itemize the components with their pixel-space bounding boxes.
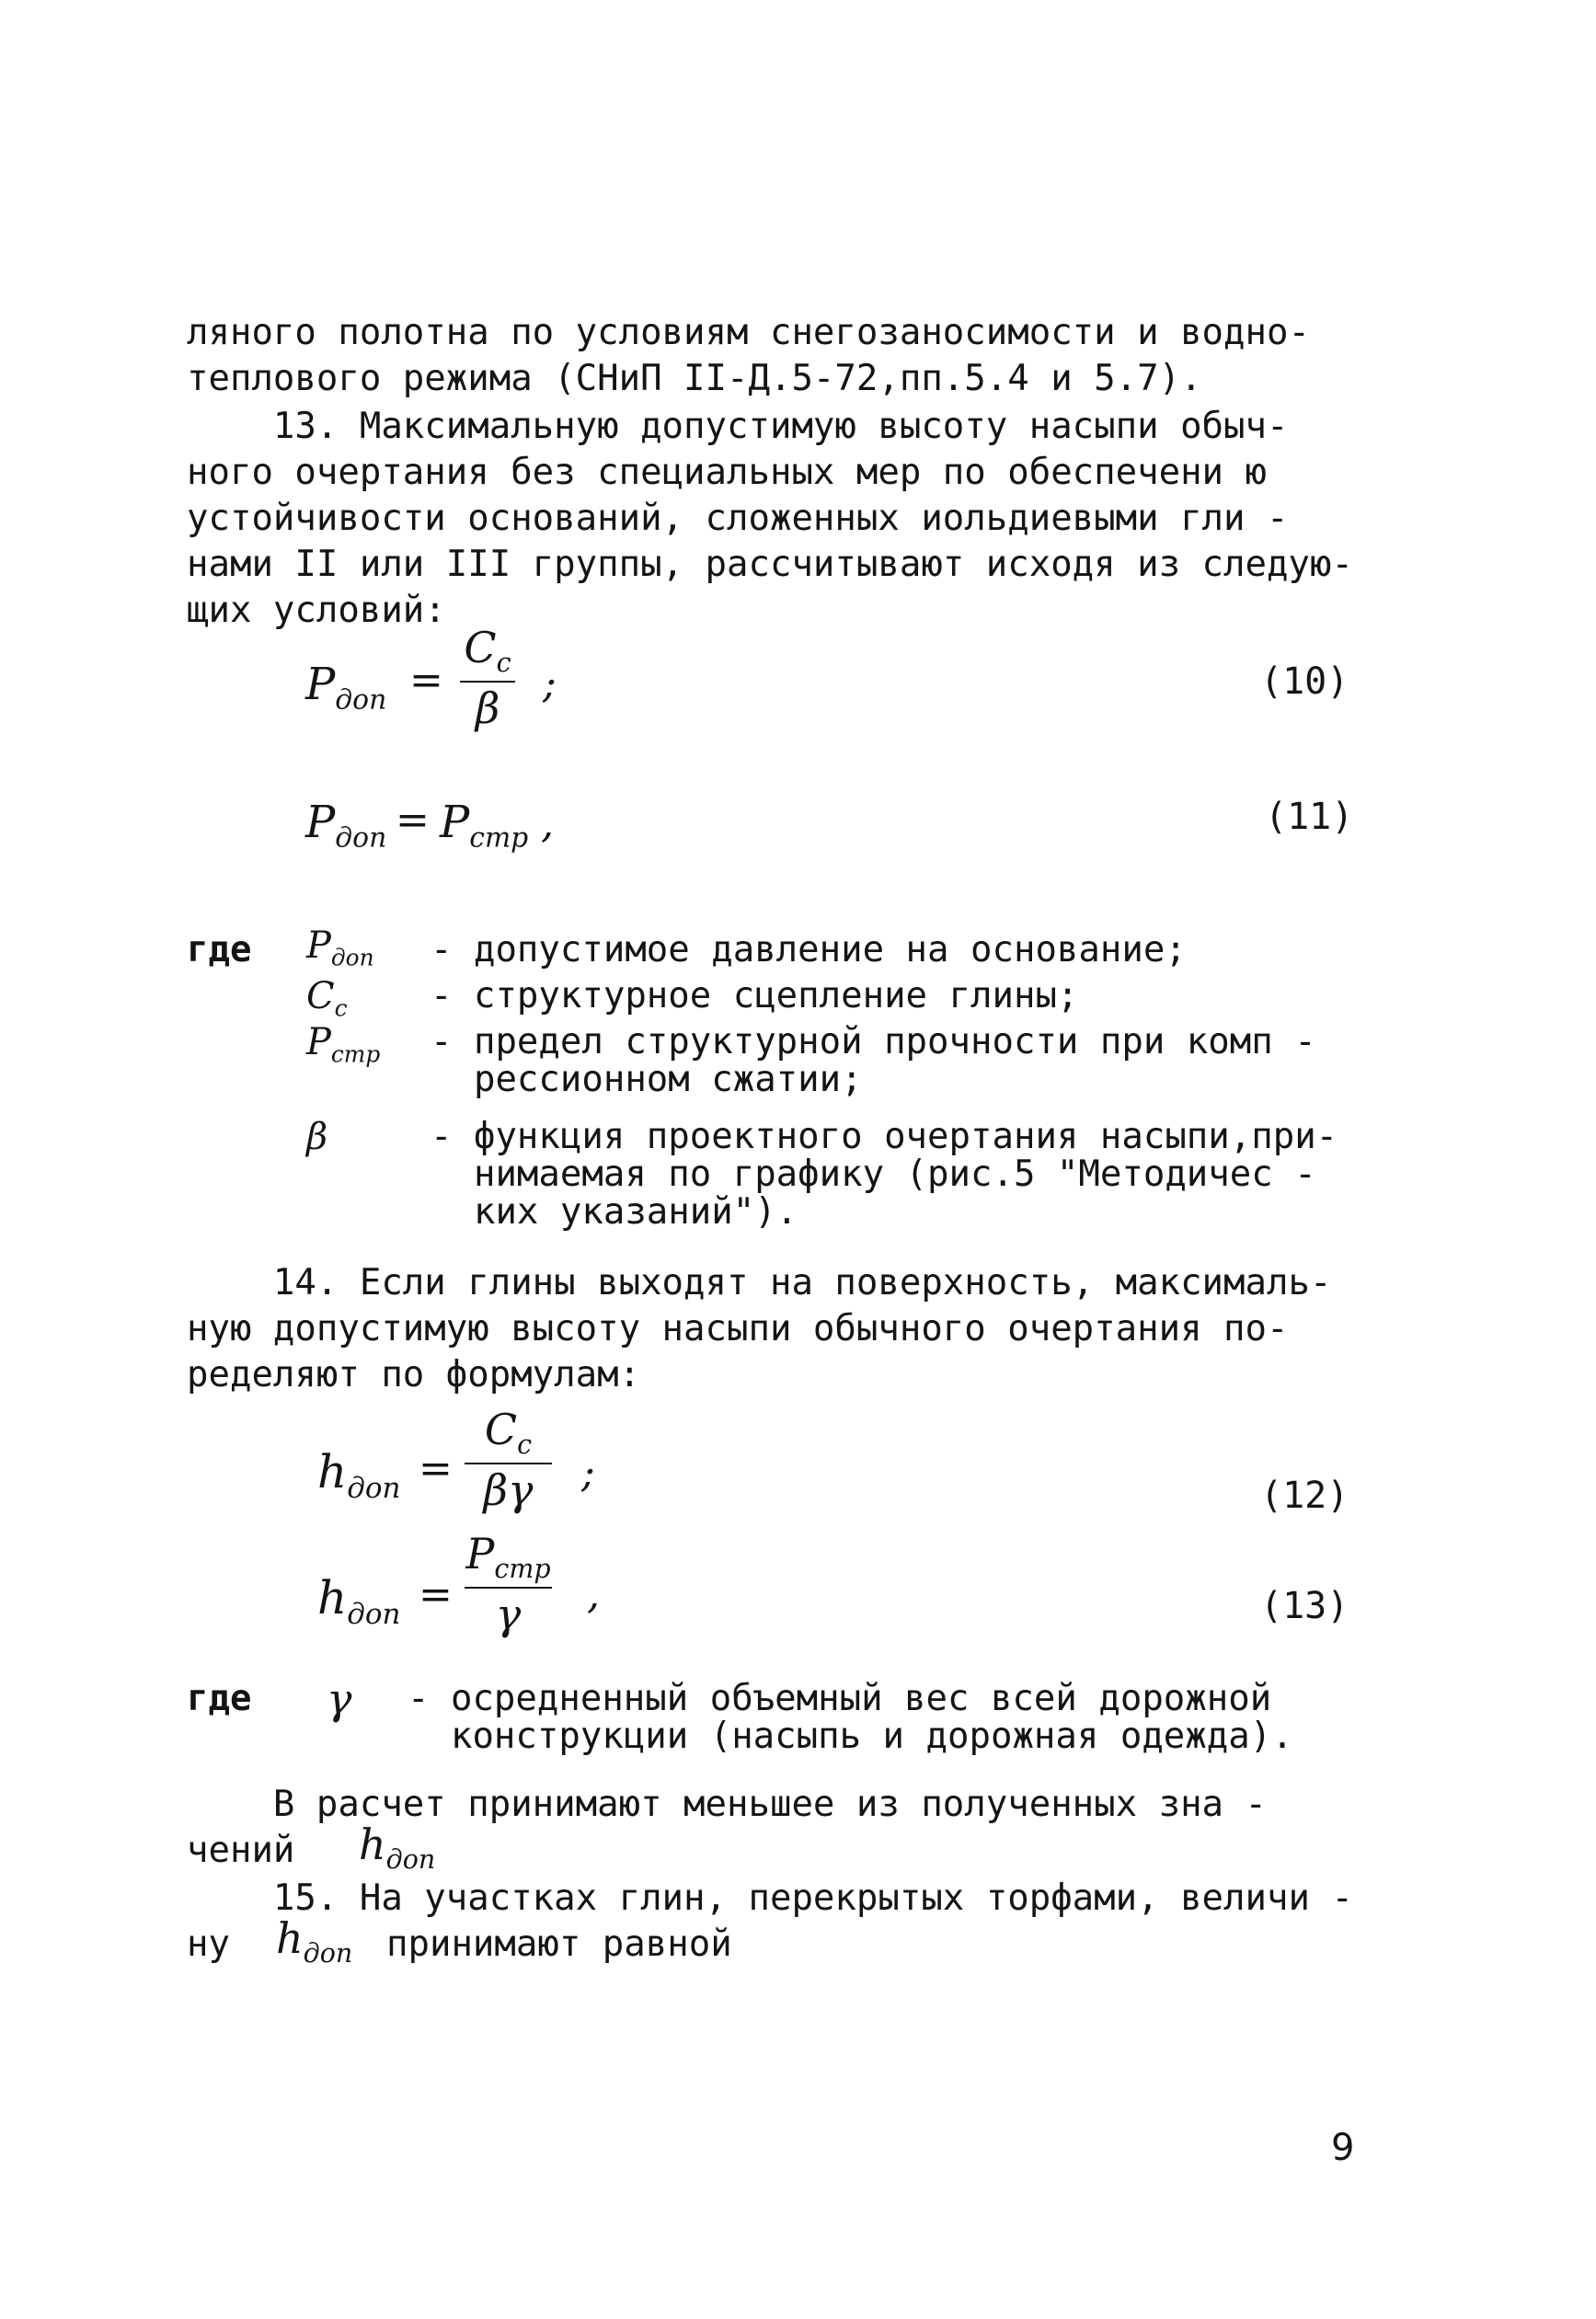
inline-h-dop: $h_{доп}$ bbox=[359, 1820, 436, 1875]
text-line: чений bbox=[187, 1830, 295, 1871]
where-label: где bbox=[187, 1678, 252, 1719]
formula-11-comma: , bbox=[541, 800, 554, 847]
definition-gamma: - осредненный объемный вес всей дорожной конструкции (насыпь и дорожная одежда). bbox=[408, 1678, 1293, 1757]
definition-p-str: - предел структурной прочности при комп - рессионном сжатии; bbox=[431, 1021, 1316, 1100]
text-line: 15. На участках глин, перекрытых торфами, величи - bbox=[187, 1877, 1353, 1919]
equals-sign: = bbox=[419, 1445, 453, 1492]
formula-10-lhs: $P_{доп}$ bbox=[305, 659, 387, 717]
equals-sign: = bbox=[409, 657, 443, 704]
formula-13-lhs: $h_{доп}$ bbox=[317, 1571, 401, 1631]
text-line: ного очертания без специальных мер по обеспечени ю bbox=[187, 452, 1267, 493]
formula-12-semicolon: ; bbox=[581, 1450, 595, 1497]
text-line: устойчивости оснований, сложенных иольдиевыми гли - bbox=[187, 498, 1289, 539]
text-line: принимают равной bbox=[386, 1923, 732, 1965]
text-line: теплового режима (СНиП II-Д.5-72,пп.5.4 и 5.7). bbox=[187, 358, 1202, 399]
text-line: В расчет принимают меньшее из полученных зна - bbox=[187, 1784, 1267, 1825]
equation-number-13: (13) bbox=[1260, 1585, 1349, 1627]
text-line: ляного полотна по условиям снегозаносимости и водно- bbox=[187, 312, 1310, 353]
equation-number-11: (11) bbox=[1265, 796, 1354, 838]
page-number: 9 bbox=[1331, 2127, 1355, 2169]
formula-13-comma: , bbox=[587, 1571, 600, 1618]
text-line: 14. Если глины выходят на поверхность, максималь- bbox=[187, 1262, 1332, 1303]
symbol-p-str: $P_{стр}$ bbox=[306, 1021, 381, 1068]
text-line: ну bbox=[187, 1923, 230, 1965]
text-line: ную допустимую высоту насыпи обычного очертания по- bbox=[187, 1308, 1289, 1349]
formula-13-fraction: $P_{стр}$ γ bbox=[465, 1529, 551, 1639]
symbol-c-c: $C_c$ bbox=[306, 975, 348, 1022]
formula-12-lhs: $h_{доп}$ bbox=[317, 1445, 401, 1505]
formula-12-fraction: $C_c$ βγ bbox=[465, 1407, 552, 1512]
equation-number-10: (10) bbox=[1260, 660, 1349, 703]
symbol-gamma: γ bbox=[327, 1674, 352, 1724]
formula-10-fraction: $C_c$ β bbox=[460, 626, 515, 730]
formula-11-rhs: $P_{стр}$ bbox=[440, 797, 529, 855]
text-line: нами II или III группы, рассчитывают исходя из следую- bbox=[187, 544, 1353, 585]
definition-p-dop: - допустимое давление на основание; bbox=[431, 929, 1187, 970]
symbol-p-dop: $P_{доп}$ bbox=[306, 924, 374, 971]
text-line: щих условий: bbox=[187, 590, 446, 631]
equation-number-12: (12) bbox=[1260, 1475, 1349, 1517]
equals-sign: = bbox=[419, 1571, 453, 1618]
definition-c-c: - структурное сцепление глины; bbox=[431, 975, 1079, 1016]
equals-sign: = bbox=[396, 797, 430, 844]
text-line: 13. Максимальную допустимую высоту насыпи обыч- bbox=[187, 406, 1289, 447]
formula-11-lhs: $P_{доп}$ bbox=[305, 797, 387, 855]
where-label: где bbox=[187, 929, 252, 970]
symbol-beta: β bbox=[306, 1116, 328, 1158]
definition-beta: - функция проектного очертания насыпи,при- нимаемая по графику (рис.5 "Методичес - ких указаний"). bbox=[431, 1116, 1338, 1233]
formula-10-semicolon: ; bbox=[543, 660, 557, 707]
text-line: ределяют по формулам: bbox=[187, 1354, 641, 1395]
inline-h-dop: $h_{доп}$ bbox=[276, 1913, 353, 1969]
